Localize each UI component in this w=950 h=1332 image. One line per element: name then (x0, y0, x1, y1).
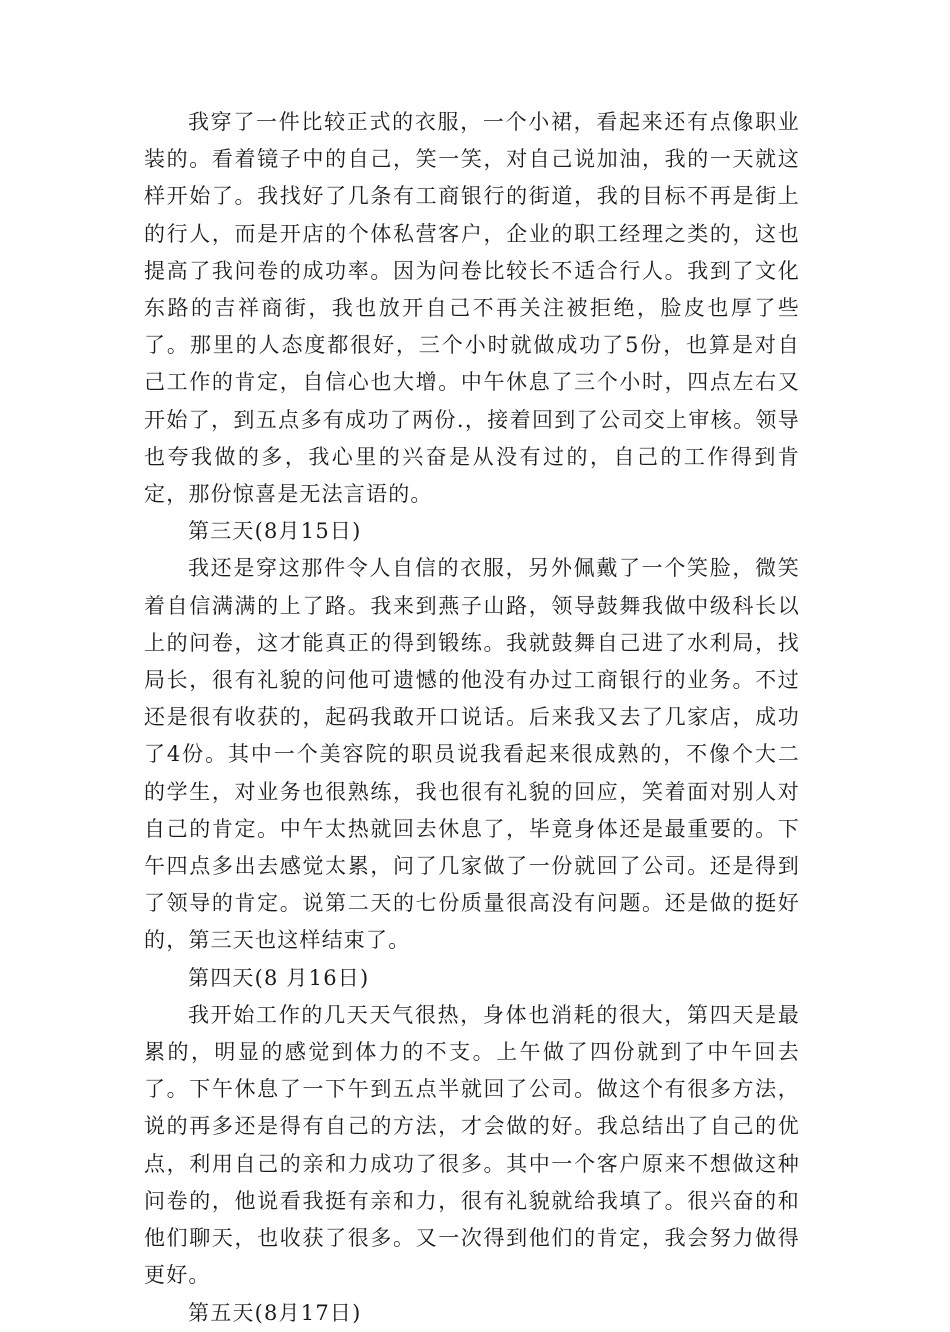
heading-day4: 第四天(8 月16日) (188, 965, 370, 990)
heading-day5: 第五天(8月17日) (188, 1300, 362, 1325)
paragraph-day3-body: 我还是穿这那件令人自信的衣服，另外佩戴了一个笑脸，微笑着自信满满的上了路。我来到燕子山路，领导鼓舞我做中级科长以上的问卷，这才能真正的得到锻练。我就鼓舞自己进了水利局，找局长，很有礼貌的问他可遗憾的他没有办过工商银行的业务。不过还是很有收获的，起码我敢开口说话。后来我又去了几家店，成功了4份。其中一个美容院的职员说我看起来很成熟的，不像个大二的学生，对业务也很熟练，我也很有礼貌的回应，笑着面对别人对自己的肯定。中午太热就回去休息了，毕竟身体还是最重要的。下午四点多出去感觉太累，问了几家做了一份就回了公司。还是得到了领导的肯定。说第二天的七份质量很高没有问题。还是做的挺好的，第三天也这样结束了。 (144, 556, 800, 953)
heading-day3: 第三天(8月15日) (188, 519, 362, 544)
paragraph-day4-body: 我开始工作的几天天气很热，身体也消耗的很大，第四天是最累的，明显的感觉到体力的不支。上午做了四份就到了中午回去了。下午休息了一下午到五点半就回了公司。做这个有很多方法，说的再多还是得有自己的方法，才会做的好。我总结出了自己的优点，利用自己的亲和力成功了很多。其中一个客户原来不想做这种问卷的，他说看我挺有亲和力，很有礼貌就给我填了。很兴奋的和他们聊天，也收获了很多。又一次得到他们的肯定，我会努力做得更好。 (144, 1002, 800, 1288)
paragraph-day2-body: 我穿了一件比较正式的衣服，一个小裙，看起来还有点像职业装的。看着镜子中的自己，笑一笑，对自己说加油，我的一天就这样开始了。我找好了几条有工商银行的街道，我的目标不再是街上的行人，而是开店的个体私营客户，企业的职工经理之类的，这也提高了我问卷的成功率。因为问卷比较长不适合行人。我到了文化东路的吉祥商街，我也放开自己不再关注被拒绝，脸皮也厚了些了。那里的人态度都很好，三个小时就做成功了5份，也算是对自己工作的肯定，自信心也大增。中午休息了三个小时，四点左右又开始了，到五点多有成功了两份.，接着回到了公司交上审核。领导也夸我做的多，我心里的兴奋是从没有过的，自己的工作得到肯定，那份惊喜是无法言语的。 (144, 110, 800, 507)
